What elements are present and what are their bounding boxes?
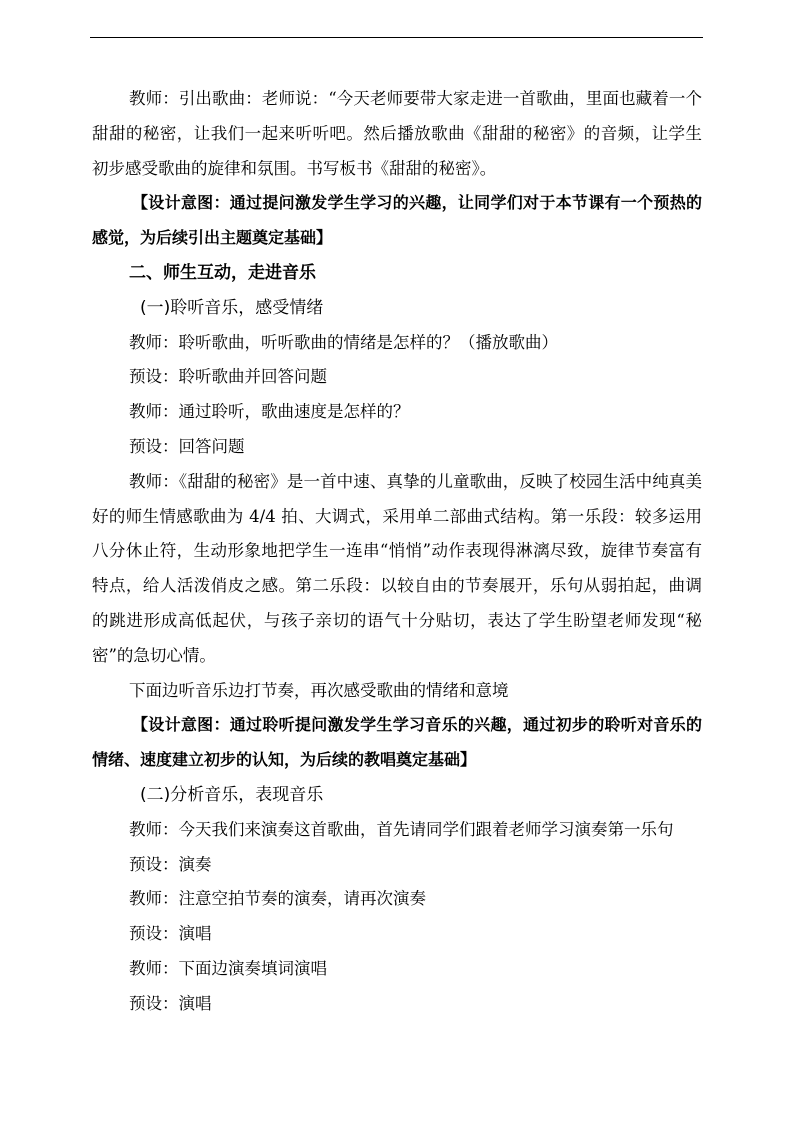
document-body — [92, 82, 702, 1022]
paragraph-teacher-1: 教师：聆听歌曲，听听歌曲的情绪是怎样的？（播放歌曲） — [129, 332, 558, 352]
design-intent-1: 【设计意图：通过提问激发学生学习的兴趣，让同学们对于本节课有一个预热的感觉，为后续引出主题奠定基础】 — [92, 193, 702, 248]
paragraph-teacher-5: 教师：注意空拍节奏的演奏，请再次演奏 — [129, 889, 426, 909]
subsection-heading-1: (一)聆听音乐，感受情绪 — [140, 297, 324, 318]
paragraph-preset-5: 预设：演唱 — [129, 993, 212, 1013]
subsection-heading-2: (二)分析音乐，表现音乐 — [140, 784, 324, 805]
paragraph-intro: 教师：引出歌曲：老师说：“今天老师要带大家走进一首歌曲，里面也藏着一个甜甜的秘密，让我们一起来听听吧。然后播放歌曲《甜甜的秘密》的音频，让学生初步感受歌曲的旋律和氛围。书写板书《甜甜的秘密》。 — [92, 89, 702, 178]
paragraph-preset-2: 预设：回答问题 — [129, 436, 245, 456]
paragraph-listen: 下面边听音乐边打节奏，再次感受歌曲的情绪和意境 — [129, 680, 509, 700]
paragraph-teacher-2: 教师：通过聆听，歌曲速度是怎样的？ — [129, 402, 410, 422]
header-rule — [90, 37, 703, 38]
paragraph-preset-3: 预设：演奏 — [129, 854, 212, 874]
paragraph-preset-4: 预设：演唱 — [129, 924, 212, 944]
paragraph-teacher-3: 教师：《甜甜的秘密》是一首中速、真挚的儿童歌曲，反映了校园生活中纯真美好的师生情感歌曲为 4/4 拍、大调式，采用单二部曲式结构。第一乐段：较多运用八分休止符，生动形象地把学生一连串“悄悄”动作表现得淋漓尽致，旋律节奏富有特点，给人活泼俏皮之感。第二乐段：以较自由的节奏展开，乐句从弱拍起，曲调的跳进形成高低起伏，与孩子亲切的语气十分贴切，表达了学生盼望老师发现“秘密”的急切心情。 — [92, 471, 702, 665]
section-heading-2: 二、师生互动，走进音乐 — [129, 262, 316, 283]
design-intent-2: 【设计意图：通过聆听提问激发学生学习音乐的兴趣，通过初步的聆听对音乐的情绪、速度建立初步的认知，为后续的教唱奠定基础】 — [92, 715, 702, 770]
paragraph-preset-1: 预设：聆听歌曲并回答问题 — [129, 367, 327, 387]
paragraph-teacher-6: 教师：下面边演奏填词演唱 — [129, 958, 327, 978]
paragraph-teacher-4: 教师：今天我们来演奏这首歌曲，首先请同学们跟着老师学习演奏第一乐句 — [129, 819, 674, 839]
